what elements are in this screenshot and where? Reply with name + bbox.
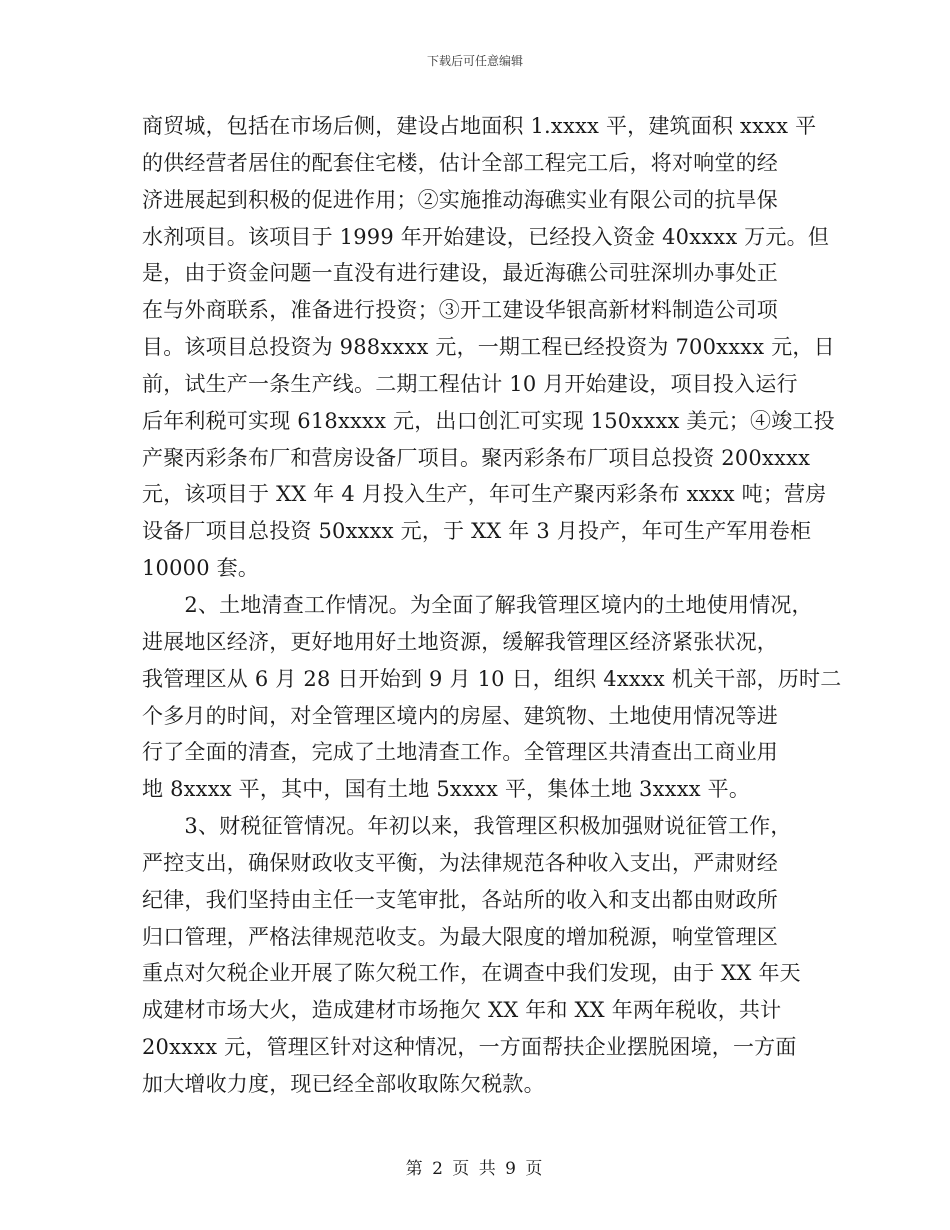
text-line: 产聚丙彩条布厂和营房设备厂项目。聚丙彩条布厂项目总投资 200xxxx [142,445,811,470]
text-line: 济进展起到积极的促进作用；②实施推动海礁实业有限公司的抗旱保 [142,187,778,212]
paragraph-start-line: 2、土地清查工作情况。为全面了解我管理区境内的土地使用情况， [142,592,813,617]
document-body [142,108,842,1103]
text-line: 元，该项目于 XX 年 4 月投入生产，年可生产聚丙彩条布 xxxx 吨；营房 [142,482,827,507]
text-line: 严控支出，确保财政收支平衡，为法律规范各种收入支出，严肃财经 [142,850,778,875]
text-line: 我管理区从 6 月 28 日开始到 9 月 10 日，组织 4xxxx 机关干部，历时二 [142,666,842,691]
text-line: 地 8xxxx 平，其中，国有土地 5xxxx 平，集体土地 3xxxx 平。 [142,777,751,802]
text-line: 20xxxx 元，管理区针对这种情况，一方面帮扶企业摆脱困境，一方面 [142,1035,797,1060]
page-header: 下载后可任意编辑 [426,54,523,68]
text-line: 个多月的时间，对全管理区境内的房屋、建筑物、土地使用情况等进 [142,703,778,728]
text-line: 10000 套。 [142,556,260,581]
text-line: 重点对欠税企业开展了陈欠税工作，在调查中我们发现，由于 XX 年天 [142,961,801,986]
text-line: 后年利税可实现 618xxxx 元，出口创汇可实现 150xxxx 美元；④竣工投 [142,408,835,433]
text-line: 归口管理，严格法律规范收支。为最大限度的增加税源，响堂管理区 [142,924,778,949]
text-line: 水剂项目。该项目于 1999 年开始建设，已经投入资金 40xxxx 万元。但 [142,224,830,249]
text-line: 是，由于资金问题一直没有进行建设，最近海礁公司驻深圳办事处正 [142,261,778,286]
text-line: 行了全面的清查，完成了土地清查工作。全管理区共清查出工商业用 [142,740,778,765]
text-line: 成建材市场大火，造成建材市场拖欠 XX 年和 XX 年两年税收，共计 [142,998,782,1023]
text-line: 前，试生产一条生产线。二期工程估计 10 月开始建设，项目投入运行 [142,371,798,396]
page-number-footer: 第 2 页 共 9 页 [405,1159,545,1179]
text-line: 纪律，我们坚持由主任一支笔审批，各站所的收入和支出都由财政所 [142,887,778,912]
text-line: 加大增收力度，现已经全部收取陈欠税款。 [142,1071,545,1096]
text-line: 商贸城，包括在市场后侧，建设占地面积 1.xxxx 平，建筑面积 xxxx 平 [142,114,817,138]
paragraph-start-line: 3、财税征管情况。年初以来，我管理区积极加强财说征管工作， [142,814,792,839]
text-line: 进展地区经济，更好地用好土地资源，缓解我管理区经济紧张状况， [142,629,778,654]
text-line: 在与外商联系，准备进行投资；③开工建设华银高新材料制造公司项 [142,298,778,323]
text-line: 目。该项目总投资为 988xxxx 元，一期工程已经投资为 700xxxx 元，日 [142,335,835,360]
text-line: 设备厂项目总投资 50xxxx 元，于 XX 年 3 月投产，年可生产军用卷柜 [142,519,812,544]
text-line: 的供经营者居住的配套住宅楼，估计全部工程完工后，将对响堂的经 [142,150,778,175]
